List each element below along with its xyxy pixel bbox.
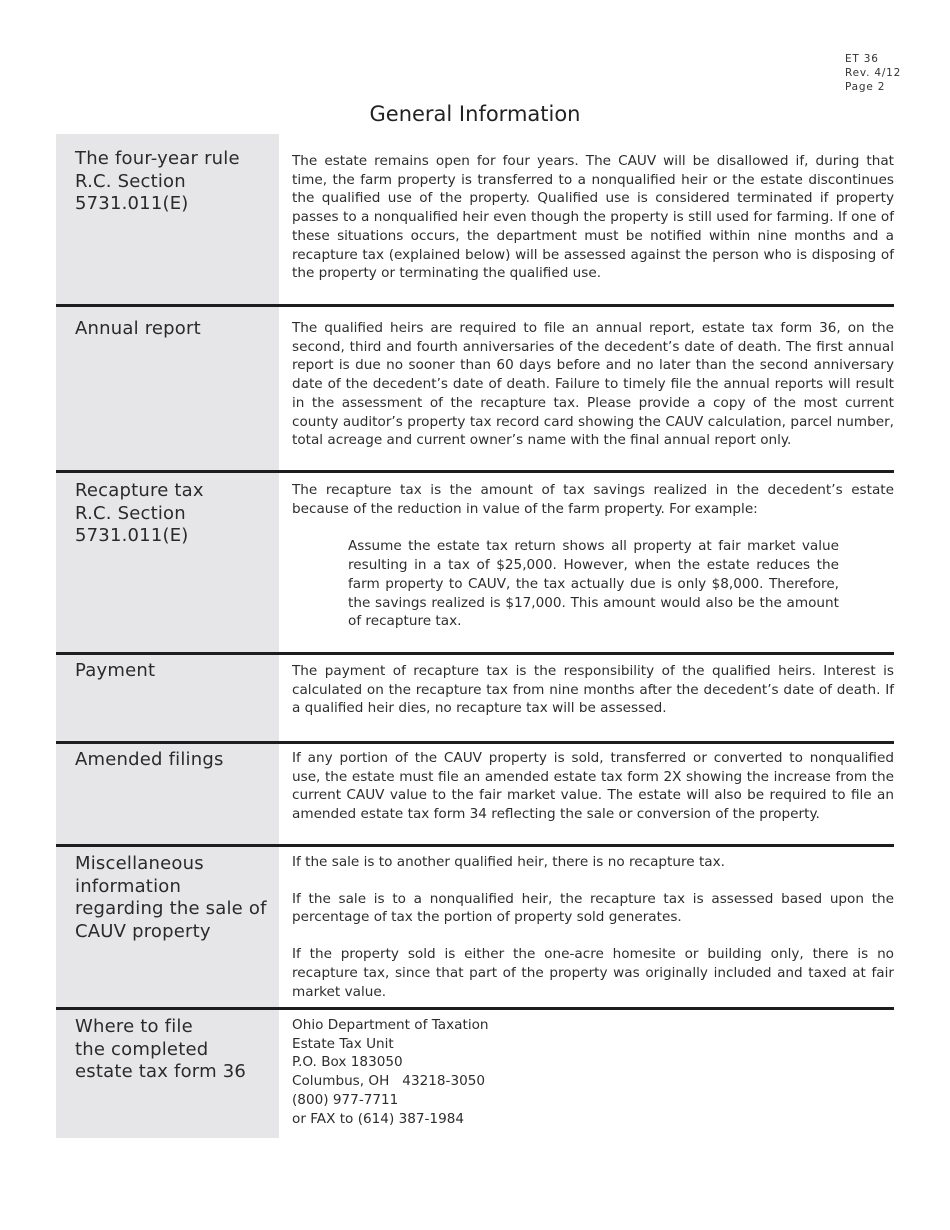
section-label — [56, 652, 279, 741]
section-label-line: Amended filings — [75, 749, 224, 770]
section-paragraph: The recapture tax is the amount of tax savings realized in the decedent’s estate because of the reduction in value of the farm property. For example: — [292, 482, 894, 517]
section-content — [279, 652, 894, 741]
form-revision: Rev. 4/12 — [845, 67, 902, 79]
section-label — [56, 741, 279, 844]
section-paragraph: The estate remains open for four years. The CAUV will be disallowed if, during that time, the farm property is transferred to a nonqualified heir or the estate discontinues the qualified use of the property. Qualified use is considered terminated if property passes to a nonqualified heir even though the property is still used for farming. If one of these situations occurs, the department must be notified within nine months and a recapture tax (explained below) will be assessed against the person who is disposing of the property or terminating the qualified use. — [292, 153, 894, 282]
section-content — [279, 304, 894, 470]
section-label-line: Miscellaneous — [75, 853, 204, 874]
section-label — [56, 1007, 279, 1138]
address-line: Estate Tax Unit — [292, 1035, 394, 1052]
section-where-to-file — [56, 1007, 894, 1138]
section-label-line: information — [75, 875, 182, 897]
section-content — [279, 844, 894, 1007]
section-paragraph: If any portion of the CAUV property is sold, transferred or converted to nonqualified use, the estate must file an amended estate tax form 2X showing the increase from the current CAUV value to the fair market value. The estate will also be required to file an amended estate tax form 34 reflecting the sale or conversion of the property. — [292, 750, 894, 823]
page-title: General Information — [369, 102, 581, 126]
section-paragraph: The qualified heirs are required to file an annual report, estate tax form 36, on the second, third and fourth anniversaries of the decedent’s date of death. The first annual report is due no sooner than 60 days before and no later than the second anniversary date of the decedent’s date of death. Failure to timely file the annual reports will result in the assessment of the recapture tax. Please provide a copy of the most current county auditor’s property tax record card showing the CAUV calculation, parcel number, total acreage and current owner’s name with the final annual report only. — [292, 320, 894, 449]
section-miscellaneous — [56, 844, 894, 1007]
section-label-line: Recapture tax — [75, 480, 204, 501]
section-label-line: Where to file — [75, 1016, 193, 1037]
section-content — [279, 741, 894, 844]
section-amended-filings — [56, 741, 894, 844]
section-four-year-rule — [56, 134, 894, 304]
section-label-line: R.C. Section — [75, 170, 186, 192]
section-label-line: R.C. Section — [75, 502, 186, 524]
section-label-line: CAUV property — [75, 920, 211, 942]
section-payment — [56, 652, 894, 741]
section-recapture-tax — [56, 470, 894, 652]
address-line: Ohio Department of Taxation — [292, 1017, 489, 1033]
form-number: ET 36 — [845, 53, 879, 65]
section-label — [56, 844, 279, 1007]
section-paragraph: If the property sold is either the one-acre homesite or building only, there is no recapture tax, since that part of the property was originally included and taxed at fair market value. — [292, 946, 894, 1000]
section-label-line: the completed — [75, 1038, 209, 1060]
section-label — [56, 134, 279, 304]
section-paragraph: If the sale is to a nonqualified heir, the recapture tax is assessed based upon the percentage of tax the portion of property sold generates. — [292, 890, 894, 926]
form-identifier — [845, 52, 901, 94]
section-paragraph: If the sale is to another qualified heir, there is no recapture tax. — [292, 854, 725, 870]
section-content — [279, 134, 894, 304]
mailing-address — [279, 1007, 894, 1138]
example-paragraph: Assume the estate tax return shows all property at fair market value resulting in a tax of $25,000. However, when the estate reduces the farm property to CAUV, the tax actually due is only $8,000. Therefore, the savings realized is $17,000. This amount would also be the amount of recapture tax. — [348, 538, 839, 630]
address-line: Columbus, OH 43218-3050 — [292, 1073, 486, 1090]
phone-number: (800) 977-7711 — [292, 1091, 399, 1108]
section-label-line: estate tax form 36 — [75, 1061, 247, 1082]
section-annual-report — [56, 304, 894, 470]
section-label — [56, 304, 279, 470]
section-label-line: 5731.011(E) — [75, 193, 189, 214]
info-table — [56, 134, 894, 1138]
page-number: Page 2 — [845, 81, 886, 93]
section-label-line: Payment — [75, 660, 156, 681]
section-label-line: Annual report — [75, 318, 201, 339]
section-label-line: regarding the sale of — [75, 898, 267, 919]
address-line: P.O. Box 183050 — [292, 1054, 403, 1071]
fax-number: or FAX to (614) 387-1984 — [292, 1110, 465, 1127]
section-label-line: 5731.011(E) — [75, 525, 189, 546]
section-label-line: The four-year rule — [75, 148, 240, 169]
section-label — [56, 470, 279, 652]
section-paragraph: The payment of recapture tax is the responsibility of the qualified heirs. Interest is calculated on the recapture tax from nine months after the decedent’s date of death. If a qualified heir dies, no recapture tax will be assessed. — [292, 663, 894, 717]
section-content — [279, 470, 894, 652]
